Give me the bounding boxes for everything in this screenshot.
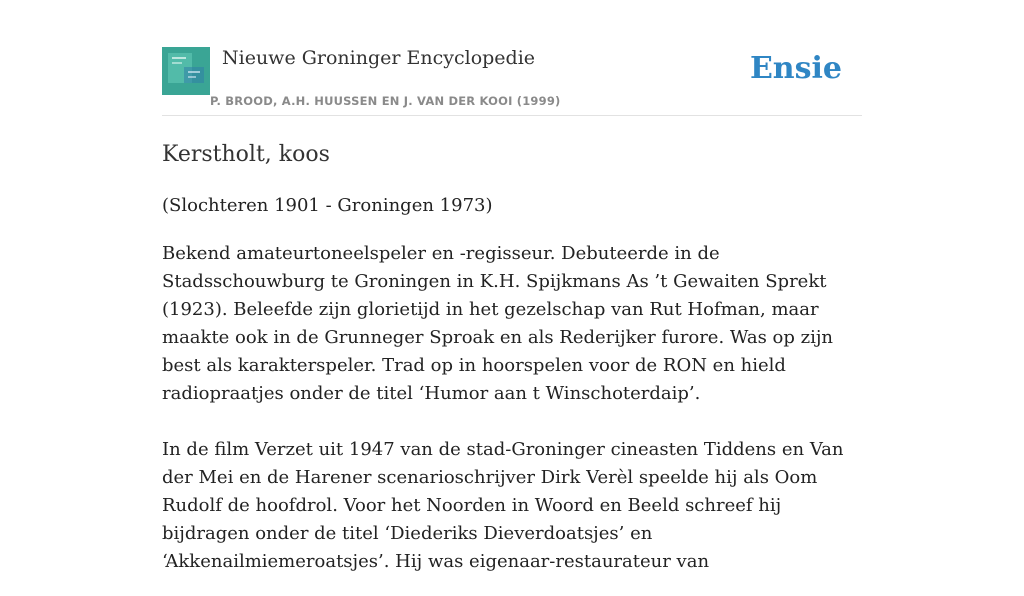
article-paragraph: Bekend amateurtoneelspeler en -regisseur. Debuteerde in de Stadsschouwburg te Groningen in K.H. Spijkmans As ’t Gewaiten Sprekt (1923). Beleefde zijn glorietijd in het gezelschap van Rut Hofman, maar maakte ook in de Grunneger Sproak en als Rederijker furore. Was op zijn best als karakterspeler. Trad op in hoorspelen voor de RON en hield radiopraatjes onder de titel ‘Humor aan t Winschoterdaip’. [162,243,834,404]
article-body [162,192,862,596]
page [162,0,862,572]
article-paragraph: In de film Verzet uit 1947 van de stad-Groninger cineasten Tiddens en Van der Mei en de Harener scenarioschrijver Dirk Verèl speelde hij als Oom Rudolf de hoofdrol. Voor het Noorden in Woord en Beeld schreef hij bijdragen onder de titel ‘Diederiks Dieverdoatsjes’ en ‘Akkenailmiemeroatsjes’. Hij was eigenaar-restaurateur van [162,439,844,572]
entry-subtitle: (Slochteren 1901 - Groningen 1973) [162,195,493,216]
book-authors: P. BROOD, A.H. HUUSSEN EN J. VAN DER KOOI (1999) [210,94,561,108]
book-cover-icon [162,47,210,95]
book-cover-avatar[interactable] [162,47,210,95]
entry-title: Kerstholt, koos [162,142,330,167]
book-title[interactable]: Nieuwe Groninger Encyclopedie [222,47,536,69]
brand-logo[interactable]: Ensie [749,51,842,86]
header [162,0,862,116]
